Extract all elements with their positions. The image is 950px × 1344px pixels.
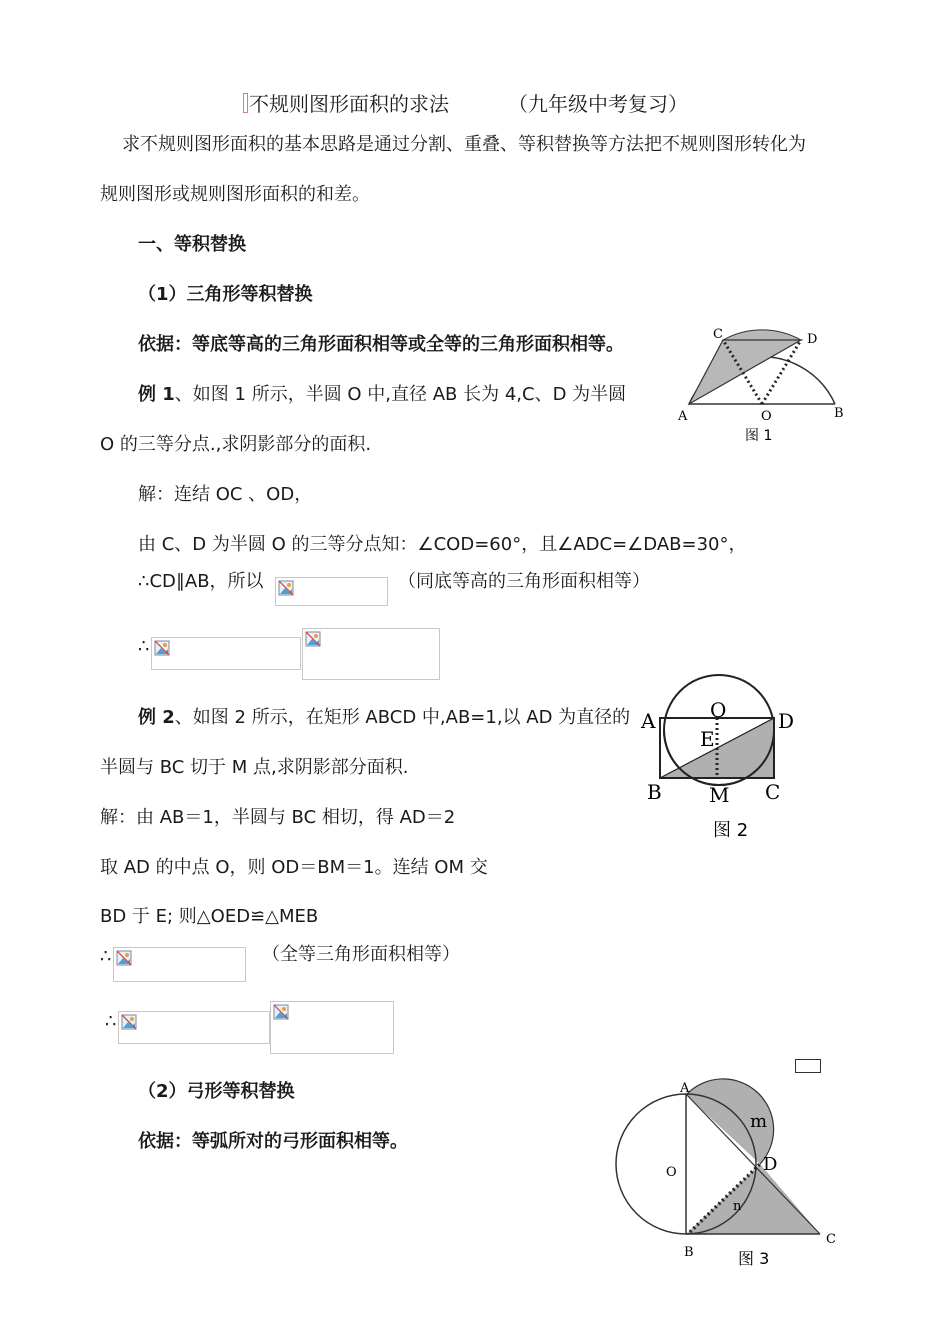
title-main: 不规则图形面积的求法 (249, 92, 449, 116)
formula-image (151, 637, 301, 670)
example2-solution-4-prefix: ∴ (100, 946, 112, 967)
label-o: O (761, 409, 772, 424)
label-a: A (680, 1081, 690, 1096)
example2-text-1: 、如图 2 所示，在矩形 ABCD 中,AB=1,以 AD 为直径的 (174, 707, 631, 728)
figure-1 (672, 322, 852, 450)
label-c: C (713, 327, 723, 342)
example1-line-2: O 的三等分点.,求阴影部分的面积. (100, 434, 372, 455)
section1-basis: 依据：等底等高的三角形面积相等或全等的三角形面积相等。 (138, 334, 624, 355)
intro-line-2: 规则图形或规则图形面积的和差。 (100, 184, 370, 205)
figure-2-caption: 图 2 (713, 820, 749, 841)
figure-1-caption: 图 1 (745, 428, 773, 444)
example2-line-2: 半圆与 BC 切于 M 点,求阴影部分面积. (100, 757, 409, 778)
example1-line-1 (138, 383, 626, 407)
shaded-segment (723, 330, 801, 340)
label-d: D (778, 709, 795, 733)
label-e: E (700, 727, 715, 751)
example2-solution-2: 取 AD 的中点 O，则 OD＝BM＝1。连结 OM 交 (100, 857, 488, 878)
figure-2 (635, 660, 815, 850)
formula-image (302, 628, 440, 680)
label-c: C (826, 1232, 836, 1247)
formula-image (270, 1001, 394, 1054)
broken-image-icon (116, 950, 132, 966)
example1-therefore: ∴ (138, 636, 150, 657)
example1-label: 例 1 (138, 384, 175, 405)
example1-text-1: 、如图 1 所示，半圆 O 中,直径 AB 长为 4,C、D 为半圆 (174, 384, 627, 405)
page-title (243, 92, 449, 116)
section2-subheading: （2）弓形等积替换 (138, 1081, 295, 1102)
intro-line-1: 求不规则图形面积的基本思路是通过分割、重叠、等积替换等方法把不规则图形转化为 (122, 134, 806, 155)
label-c: C (765, 780, 781, 804)
label-m: m (750, 1111, 768, 1132)
label-o: O (710, 698, 727, 722)
label-n: n (733, 1199, 742, 1214)
example2-therefore: ∴ (105, 1011, 117, 1032)
label-b: B (684, 1245, 694, 1260)
section2-basis: 依据：等弧所对的弓形面积相等。 (138, 1131, 408, 1152)
section1-heading: 一、等积替换 (138, 234, 246, 255)
shaded-triangle (689, 340, 801, 404)
figure-3 (610, 1078, 850, 1278)
title-marker (243, 93, 248, 113)
small-empty-box (795, 1059, 821, 1073)
example1-solution-3-note: （同底等高的三角形面积相等） (398, 571, 650, 592)
label-o: O (666, 1165, 677, 1180)
broken-image-icon (121, 1014, 137, 1030)
label-b: B (834, 406, 844, 421)
example2-solution-3: BD 于 E; 则△OED≌△MEB (100, 906, 319, 927)
broken-image-icon (273, 1004, 289, 1020)
example1-solution-3: ∴CD∥AB，所以 (138, 571, 264, 592)
figure-3-caption: 图 3 (738, 1249, 770, 1268)
example2-line-1 (138, 706, 630, 730)
example1-solution-2: 由 C、D 为半圆 O 的三等分点知：∠COD=60°，且∠ADC=∠DAB=30°， (138, 534, 747, 555)
example2-solution-4-note: （全等三角形面积相等） (262, 944, 460, 965)
label-a: A (641, 709, 656, 733)
label-d: D (763, 1154, 778, 1175)
label-b: B (647, 780, 662, 804)
formula-image (113, 947, 246, 982)
broken-image-icon (305, 631, 321, 647)
broken-image-icon (278, 580, 294, 596)
broken-image-icon (154, 640, 170, 656)
example1-solution-1: 解：连结 OC 、OD， (138, 484, 313, 505)
shaded-region-lower (686, 1164, 820, 1234)
formula-image (275, 577, 388, 606)
section1-subheading: （1）三角形等积替换 (138, 284, 313, 305)
example2-label: 例 2 (138, 707, 175, 728)
formula-image (118, 1011, 270, 1044)
label-d: D (807, 332, 818, 347)
page-subtitle: （九年级中考复习） (508, 92, 688, 116)
label-a: A (678, 409, 688, 424)
label-m: M (709, 783, 730, 807)
example2-solution-1: 解：由 AB＝1，半圆与 BC 相切，得 AD＝2 (100, 807, 456, 828)
